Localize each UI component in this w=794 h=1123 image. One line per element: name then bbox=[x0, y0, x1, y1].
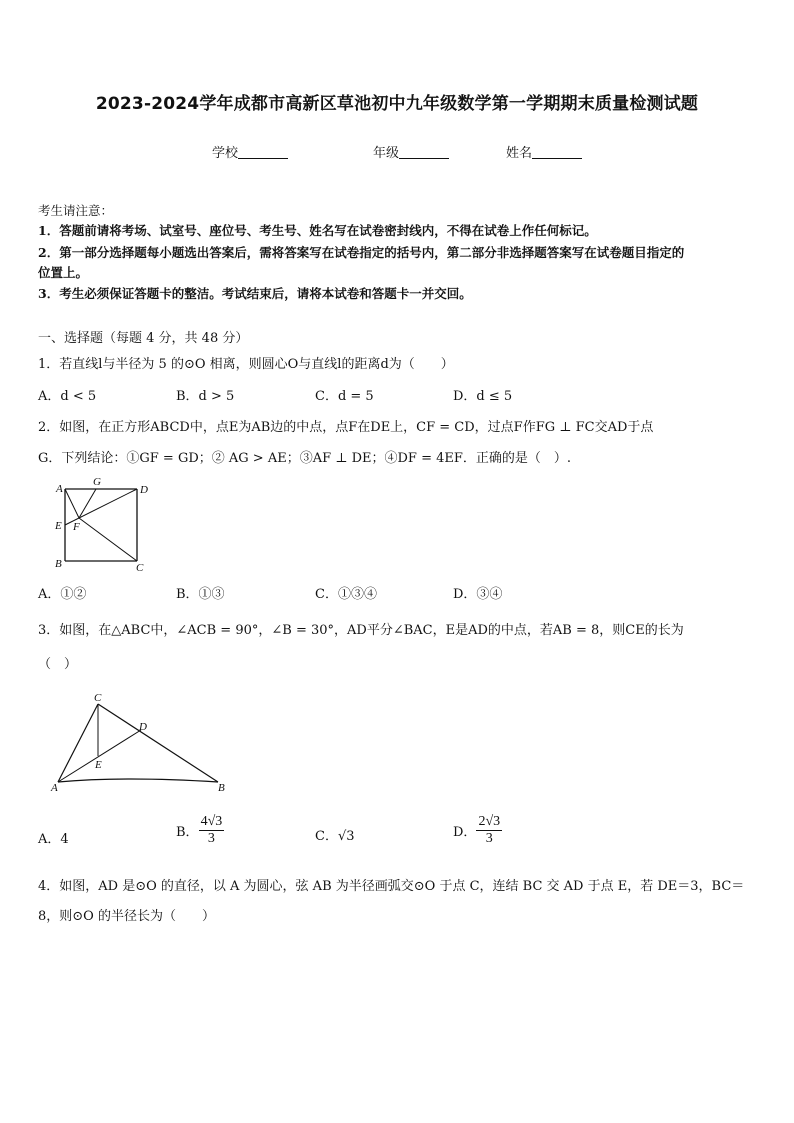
label-f: F bbox=[73, 521, 80, 533]
q4-line2: 8，则⊙O 的半径长为（ ） bbox=[38, 909, 215, 924]
school-blank[interactable] bbox=[238, 146, 288, 159]
q2-line2: G．下列结论：①GF = GD；② AG > AE；③AF ⊥ DE；④DF = 4EF．正确的是（ ）. bbox=[38, 451, 572, 466]
label-e: E bbox=[95, 759, 102, 771]
segment-ad bbox=[58, 730, 141, 782]
name-blank[interactable] bbox=[532, 146, 582, 159]
label-c: C bbox=[94, 692, 102, 704]
q3-option-b-fraction: $\frac{4√3}{3}$ bbox=[200, 814, 223, 846]
label-a: A bbox=[56, 483, 63, 495]
q1-option-b: B．d > 5 bbox=[176, 389, 235, 404]
label-e: E bbox=[55, 520, 62, 532]
notice-item-1: 1．答题前请将考场、试室号、座位号、考生号、姓名写在试卷密封线内，不得在试卷上作任何标记。 bbox=[38, 223, 597, 238]
section-heading: 一、选择题（每题 4 分，共 48 分） bbox=[38, 331, 249, 346]
page-title: 2023-2024学年成都市高新区草池初中九年级数学第一学期期末质量检测试题 bbox=[95, 94, 699, 114]
notice-heading: 考生请注意： bbox=[38, 203, 114, 218]
q2-option-c: C．①③④ bbox=[315, 587, 377, 602]
q2-option-b: B．①③ bbox=[176, 587, 225, 602]
grade-field bbox=[373, 142, 449, 161]
q3-triangle-figure bbox=[44, 690, 240, 798]
q1-option-d: D．d ≤ 5 bbox=[453, 389, 513, 404]
q3-option-c: C．√3 bbox=[315, 829, 355, 844]
q3-option-d: D． $\frac{2√3}{3}$ bbox=[453, 814, 501, 846]
name-field bbox=[506, 142, 582, 161]
side-cb bbox=[98, 704, 218, 782]
notice-item-3: 3．考生必须保证答题卡的整洁。考试结束后，请将本试卷和答题卡一并交回。 bbox=[38, 286, 472, 301]
grade-label: 年级 bbox=[373, 146, 400, 161]
label-d: D bbox=[139, 721, 147, 733]
label-c: C bbox=[136, 562, 144, 574]
q2-option-a: A．①② bbox=[38, 587, 87, 602]
label-b: B bbox=[55, 558, 62, 570]
name-label: 姓名 bbox=[506, 146, 533, 161]
q2-line1: 2．如图，在正方形ABCD中，点E为AB边的中点，点F在DE上，CF = CD，过点F作FG ⊥ FC交AD于点 bbox=[38, 420, 654, 435]
q3-option-a-value: 4 bbox=[60, 832, 69, 847]
label-a: A bbox=[51, 782, 58, 794]
q3-line1: 3．如图，在△ABC中，∠ACB = 90°，∠B = 30°，AD平分∠BAC，E是AD的中点，若AB = 8，则CE的长为 bbox=[38, 623, 684, 638]
label-d: D bbox=[140, 484, 148, 496]
school-label: 学校 bbox=[212, 146, 239, 161]
side-ca bbox=[58, 704, 98, 782]
q1-option-c: C．d = 5 bbox=[315, 389, 374, 404]
notice-item-2: 2．第一部分选择题每小题选出答案后，需将答案写在试卷指定的括号内，第二部分非选择题答案写在试卷题目指定的 bbox=[38, 245, 685, 260]
segment-ed bbox=[65, 489, 137, 525]
q3-option-a: A．4 bbox=[38, 832, 69, 847]
q1-text: 1．若直线l与半径为 5 的⊙O 相离，则圆心O与直线l的距离d为（ ） bbox=[38, 357, 454, 372]
q3-option-d-fraction: $\frac{2√3}{3}$ bbox=[478, 814, 501, 846]
school-field bbox=[212, 142, 288, 161]
q2-option-d: D．③④ bbox=[453, 587, 503, 602]
q3-line2: （ ） bbox=[38, 657, 78, 672]
grade-blank[interactable] bbox=[399, 146, 449, 159]
label-g: G bbox=[93, 476, 101, 488]
q4-line1: 4．如图，AD 是⊙O 的直径，以 A 为圆心，弦 AB 为半径画弧交⊙O 于点 C，连结 BC 交 AD 于点 E，若 DE＝3，BC＝ bbox=[38, 879, 745, 894]
label-b: B bbox=[218, 782, 225, 794]
q3-option-b: B． $\frac{4√3}{3}$ bbox=[176, 814, 223, 846]
q2-square-figure bbox=[48, 472, 158, 574]
side-ab bbox=[58, 779, 218, 782]
q3-option-c-value: √3 bbox=[337, 829, 355, 844]
segment-fc bbox=[79, 518, 137, 561]
segment-af bbox=[65, 489, 79, 518]
q1-option-a: A．d < 5 bbox=[38, 389, 97, 404]
notice-item-2-cont: 位置上。 bbox=[38, 265, 89, 280]
